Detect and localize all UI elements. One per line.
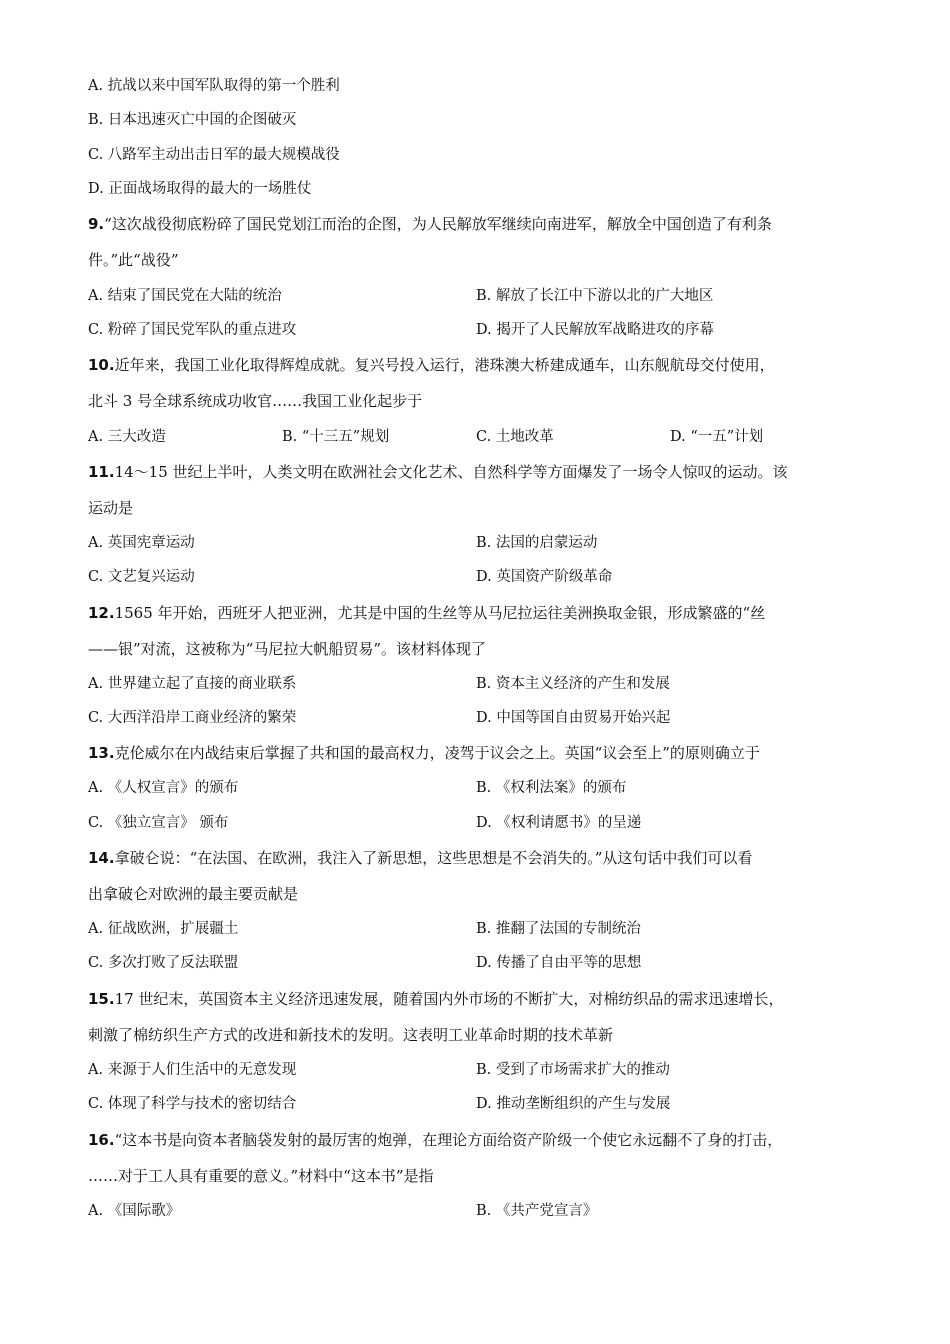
q9-option-d: D. 揭开了人民解放军战略进攻的序幕 [476, 322, 714, 338]
q12-option-c: C. 大西洋沿岸工商业经济的繁荣 [88, 710, 297, 726]
q13-option-a: A. 《人权宣言》的颁布 [88, 780, 239, 796]
q11-stem-line2: 运动是 [88, 499, 134, 517]
q16-option-b: B. 《共产党宣言》 [476, 1203, 598, 1219]
q16-stem-line1: “这本书是向资本者脑袋发射的最厉害的炮弹，在理论方面给资产阶级一个使它永远翻不了身的打击， [114, 1131, 783, 1149]
q15-stem-line1: 17 世纪末，英国资本主义经济迅速发展，随着国内外市场的不断扩大，对棉纺织品的需求迅速增长， [114, 990, 784, 1008]
q16-number: 16. [88, 1131, 115, 1149]
q10-option-c: C. 土地改革 [476, 429, 554, 445]
q11-number: 11. [88, 463, 115, 481]
q13-stem [88, 743, 760, 763]
q14-option-d: D. 传播了自由平等的思想 [476, 955, 642, 971]
q13-option-d: D. 《权利请愿书》的呈递 [476, 815, 642, 831]
q11-option-d: D. 英国资产阶级革命 [476, 569, 613, 585]
q8-option-a: A. 抗战以来中国军队取得的第一个胜利 [88, 78, 340, 94]
q15-stem-line2: 刺激了棉纺织生产方式的改进和新技术的发明。这表明工业革命时期的技术革新 [88, 1026, 614, 1044]
q14-option-b: B. 推翻了法国的专制统治 [476, 921, 641, 937]
q14-option-c: C. 多次打败了反法联盟 [88, 955, 239, 971]
q8-option-d: D. 正面战场取得的最大的一场胜仗 [88, 181, 312, 197]
q9-option-a: A. 结束了国民党在大陆的统治 [88, 288, 282, 304]
q14-number: 14. [88, 849, 115, 867]
q10-option-b: B. “十三五”规划 [282, 429, 390, 445]
q9-stem [88, 214, 772, 234]
q15-option-d: D. 推动垄断组织的产生与发展 [476, 1096, 671, 1112]
q13-option-c: C. 《独立宣言》 颁布 [88, 815, 229, 831]
q8-option-b: B. 日本迅速灭亡中国的企图破灭 [88, 112, 297, 128]
q16-stem-line2: ……对于工人具有重要的意义。”材料中“这本书”是指 [88, 1167, 434, 1185]
q10-stem-line1: 近年来，我国工业化取得辉煌成就。复兴号投入运行，港珠澳大桥建成通车，山东舰航母交付使用， [114, 356, 775, 374]
q10-stem-line2: 北斗 3 号全球系统成功收官……我国工业化起步于 [88, 392, 423, 410]
q14-option-a: A. 征战欧洲，扩展疆土 [88, 921, 239, 937]
q8-option-c: C. 八路军主动出击日军的最大规模战役 [88, 147, 340, 163]
q10-option-a: A. 三大改造 [88, 429, 166, 445]
q15-number: 15. [88, 990, 115, 1008]
q12-option-b: B. 资本主义经济的产生和发展 [476, 676, 670, 692]
q12-stem-line1: 1565 年开始，西班牙人把亚洲，尤其是中国的生丝等从马尼拉运往美洲换取金银，形成繁盛的“丝 [114, 604, 766, 622]
q9-option-c: C. 粉碎了国民党军队的重点进攻 [88, 322, 297, 338]
q16-stem [88, 1130, 782, 1150]
q12-option-d: D. 中国等国自由贸易开始兴起 [476, 710, 671, 726]
q9-stem-line2: 件。”此“战役” [88, 251, 179, 269]
q14-stem-line1: 拿破仑说：“在法国、在欧洲，我注入了新思想，这些思想是不会消失的。”从这句话中我们可以看 [114, 849, 753, 867]
q12-option-a: A. 世界建立起了直接的商业联系 [88, 676, 297, 692]
q15-stem [88, 989, 783, 1009]
q12-stem [88, 603, 765, 623]
q15-option-c: C. 体现了科学与技术的密切结合 [88, 1096, 297, 1112]
q14-stem [88, 848, 752, 868]
q11-option-c: C. 文艺复兴运动 [88, 569, 195, 585]
q11-stem [88, 462, 788, 482]
q9-stem-line1: “这次战役彻底粉碎了国民党划江而治的企图，为人民解放军继续向南进军，解放全中国创造了有利条 [104, 215, 772, 233]
q16-option-a: A. 《国际歌》 [88, 1203, 181, 1219]
q9-option-b: B. 解放了长江中下游以北的广大地区 [476, 288, 714, 304]
q13-stem-line1: 克伦威尔在内战结束后掌握了共和国的最高权力，凌驾于议会之上。英国“议会至上”的原则确立于 [114, 744, 760, 762]
q15-option-a: A. 来源于人们生活中的无意发现 [88, 1062, 297, 1078]
q11-stem-line1: 14～15 世纪上半叶，人类文明在欧洲社会文化艺术、自然科学等方面爆发了一场令人惊叹的运动。该 [114, 463, 788, 481]
q13-option-b: B. 《权利法案》的颁布 [476, 780, 627, 796]
q10-option-d: D. “一五”计划 [670, 429, 764, 445]
q10-number: 10. [88, 356, 115, 374]
q12-number: 12. [88, 604, 115, 622]
q11-option-b: B. 法国的启蒙运动 [476, 535, 598, 551]
q14-stem-line2: 出拿破仑对欧洲的最主要贡献是 [88, 885, 299, 903]
q9-number: 9. [88, 215, 105, 233]
q12-stem-line2: ——银”对流，这被称为“马尼拉大帆船贸易”。该材料体现了 [88, 640, 487, 658]
q10-stem [88, 355, 775, 375]
q15-option-b: B. 受到了市场需求扩大的推动 [476, 1062, 670, 1078]
q13-number: 13. [88, 744, 115, 762]
q11-option-a: A. 英国宪章运动 [88, 535, 195, 551]
